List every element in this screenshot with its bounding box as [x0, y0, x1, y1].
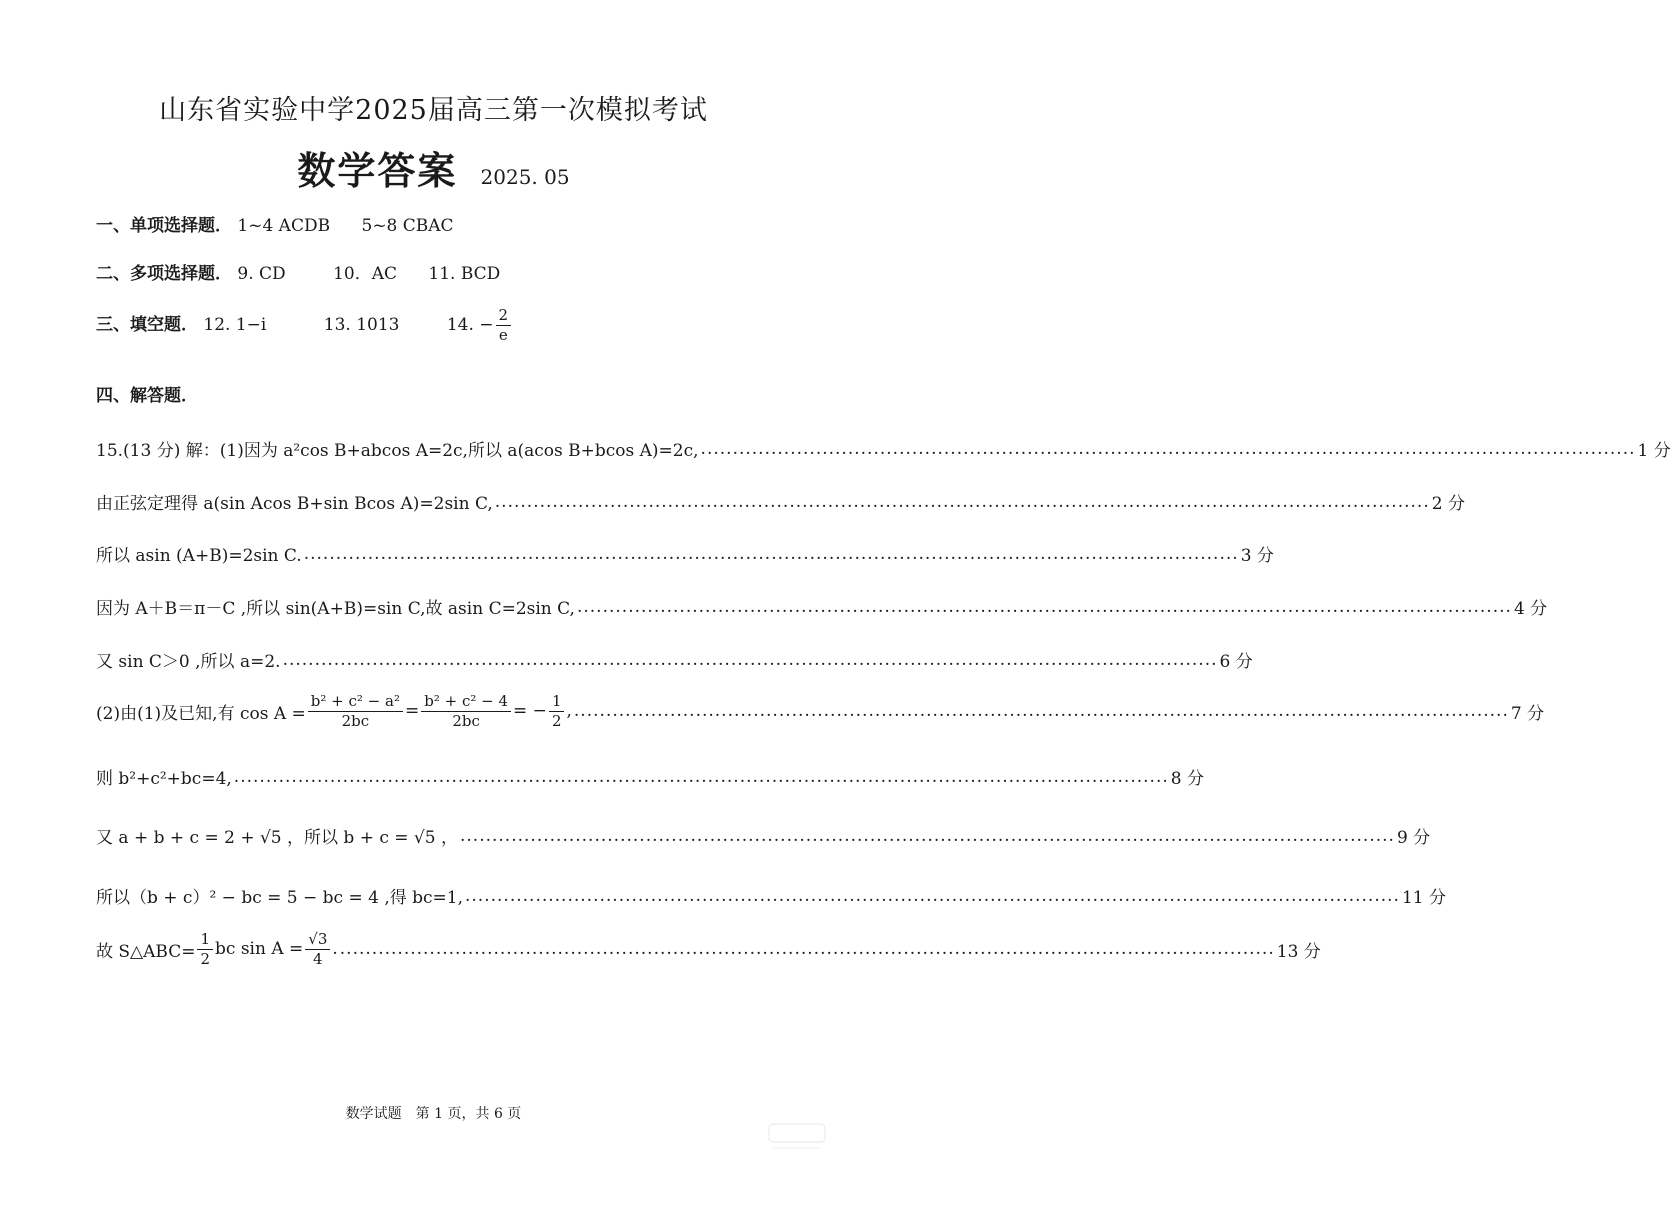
solution-text: 所以（b + c）² − bc = 5 − bc = 4 ,得 bc=1,: [96, 888, 463, 908]
score: 6 分: [1219, 652, 1253, 672]
solution-line: [96, 883, 1447, 908]
fraction: $\frac{\text{b² + c² − 4}}{2bc}$: [421, 692, 511, 731]
score: 11 分: [1401, 888, 1447, 908]
answer-group: 9. CD: [237, 264, 286, 284]
equals-sign: =: [404, 701, 420, 722]
exam-title: 山东省实验中学2025届高三第一次模拟考试: [159, 95, 708, 126]
leader-dots: ..................................................................................................................................................: [465, 885, 1400, 906]
watermark-icon: [767, 1120, 827, 1156]
score: 3 分: [1240, 546, 1274, 566]
score: 7 分: [1510, 703, 1545, 724]
leader-dots: ..................................................................................................................................................: [576, 596, 1512, 617]
solution-line: [96, 541, 1274, 566]
solution-line: [96, 823, 1431, 848]
score: 8 分: [1170, 769, 1204, 789]
score: 9 分: [1396, 828, 1431, 848]
leader-dots: ..................................................................................................................................................: [573, 701, 1509, 722]
punctuation: ,: [566, 701, 572, 722]
answer-group: 14. −: [446, 314, 494, 335]
answer-group: 13. 1013: [323, 314, 400, 335]
solution-text: 由正弦定理得 a(sin Acos B+sin Bcos A)=2sin C,: [96, 494, 493, 514]
score: 13 分: [1276, 941, 1321, 962]
fraction: $\frac{√3}{4}$: [305, 930, 330, 969]
solution-text: 15.(13 分) 解：(1)因为 a²cos B+abcos A=2c,所以 a(acos B+bcos A)=2c,: [96, 441, 699, 461]
solution-text: 又 sin C＞0 ,所以 a=2.: [96, 652, 281, 672]
solution-line: [96, 692, 1545, 731]
score: 2 分: [1431, 494, 1465, 514]
solution-line: [96, 436, 1671, 461]
solution-line: [96, 930, 1321, 969]
section-label: 三、填空题．: [96, 314, 198, 335]
solution-line: [96, 594, 1548, 619]
section-multi-choice: [96, 259, 756, 284]
section-solutions: [96, 381, 756, 406]
score: 1 分: [1637, 441, 1671, 461]
fraction: $\frac{1}{2}$: [197, 930, 213, 969]
solution-text: 又 a + b + c = 2 + √5 ，所以 b + c = √5 ，: [96, 828, 458, 848]
subtitle-row: [0, 140, 867, 195]
answer-heading: 数学答案: [297, 148, 458, 193]
equals-sign: = −: [513, 701, 547, 722]
answer-group: 12. 1−i: [203, 314, 267, 335]
section-fill-blank: [96, 306, 756, 345]
solution-line: [96, 489, 1465, 514]
answer-group: 11. BCD: [428, 264, 501, 284]
solution-line: [96, 764, 1204, 789]
punctuation: .: [332, 939, 338, 960]
solution-text: 所以 asin (A+B)=2sin C.: [96, 546, 302, 566]
leader-dots: ..................................................................................................................................................: [700, 438, 1636, 459]
section-label: 四、解答题．: [96, 386, 198, 406]
leader-dots: ..................................................................................................................................................: [494, 491, 1430, 512]
solution-text: 因为 A＋B＝π－C ,所以 sin(A+B)=sin C,故 asin C=2sin C,: [96, 599, 575, 619]
watermark-logo: [767, 1120, 827, 1156]
section-label: 一、单项选择题．: [96, 216, 232, 236]
leader-dots: ..................................................................................................................................................: [233, 766, 1169, 787]
leader-dots: ..................................................................................................................................................: [459, 825, 1395, 846]
section-single-choice: [96, 211, 756, 236]
section-label: 二、多项选择题．: [96, 264, 232, 284]
fraction: $\frac{\text{b² + c² − a²}}{2bc}$: [308, 692, 403, 731]
score: 4 分: [1513, 599, 1548, 619]
solution-line: [96, 647, 1253, 672]
solution-text: 则 b²+c²+bc=4,: [96, 769, 232, 789]
solution-text: bc sin A =: [215, 939, 304, 960]
answer-group: 1~4 ACDB: [237, 216, 331, 236]
fraction: $\frac{1}{2}$: [549, 692, 565, 731]
page-footer: 数学试题 第 1 页，共 6 页: [345, 1106, 522, 1122]
fraction: $\frac{2}{e}$: [496, 306, 512, 345]
leader-dots: ..................................................................................................................................................: [339, 939, 1275, 960]
answer-group: 10．AC: [333, 264, 397, 284]
leader-dots: ..................................................................................................................................................: [303, 543, 1239, 564]
solution-text: (2)由(1)及已知,有 cos A =: [96, 703, 306, 724]
solution-text: 故 S△ABC=: [96, 941, 196, 962]
exam-date: 2025. 05: [480, 165, 570, 189]
answer-group: 5~8 CBAC: [361, 216, 454, 236]
leader-dots: ..................................................................................................................................................: [282, 649, 1218, 670]
